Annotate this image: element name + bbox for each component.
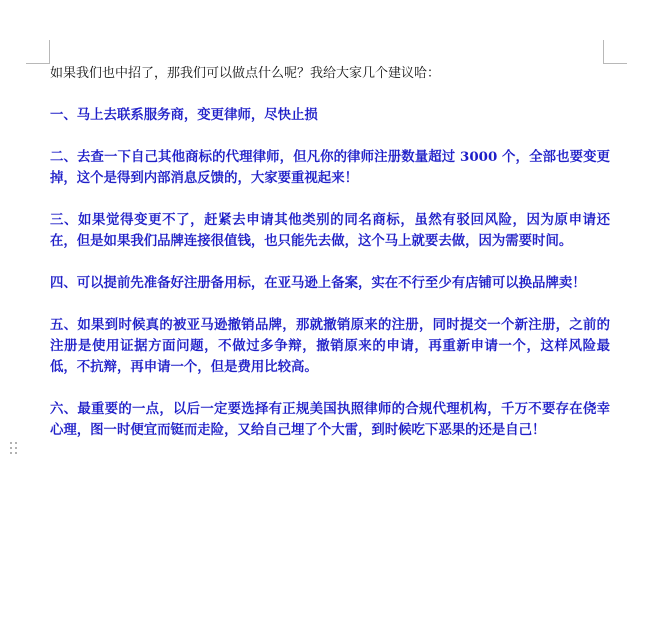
suggestion-paragraph-4[interactable]: 四、可以提前先准备好注册备用标，在亚马逊上备案，实在不行至少有店铺可以换品牌卖！ — [50, 275, 586, 291]
drag-handle-icon[interactable] — [9, 441, 19, 455]
crop-mark-top-left — [49, 40, 50, 64]
crop-mark-top-right — [603, 40, 604, 64]
suggestion-paragraph-5[interactable]: 五、如果到时候真的被亚马逊撤销品牌，那就撤销原来的注册，同时提交一个新注册，之前的注册是使用证据方面问题，不做过多争辩，撤销原来的申请，再重新申请一个，这样风险最低，不抗辩，再申请一个，但是费用比较高。 — [50, 317, 610, 375]
crop-mark-top-left — [26, 63, 50, 64]
suggestion-paragraph-3[interactable]: 三、如果觉得变更不了，赶紧去申请其他类别的同名商标，虽然有驳回风险，因为原申请还在，但是如果我们品牌连接很值钱，也只能先去做，这个马上就要去做，因为需要时间。 — [50, 212, 610, 249]
suggestion-paragraph-6[interactable]: 六、最重要的一点，以后一定要选择有正规美国执照律师的合规代理机构，千万不要存在侥幸心理，图一时便宜而铤而走险，又给自己埋了个大雷，到时候吃下恶果的还是自己！ — [50, 401, 610, 438]
suggestion-paragraph-1[interactable]: 一、马上去联系服务商，变更律师，尽快止损 — [50, 107, 318, 123]
intro-paragraph[interactable]: 如果我们也中招了，那我们可以做点什么呢？我给大家几个建议哈： — [50, 66, 441, 81]
document-body[interactable] — [50, 64, 610, 462]
suggestion-paragraph-2[interactable]: 二、去查一下自己其他商标的代理律师，但凡你的律师注册数量超过 3000 个，全部也要变更掉，这个是得到内部消息反馈的，大家要重视起来！ — [50, 149, 610, 186]
